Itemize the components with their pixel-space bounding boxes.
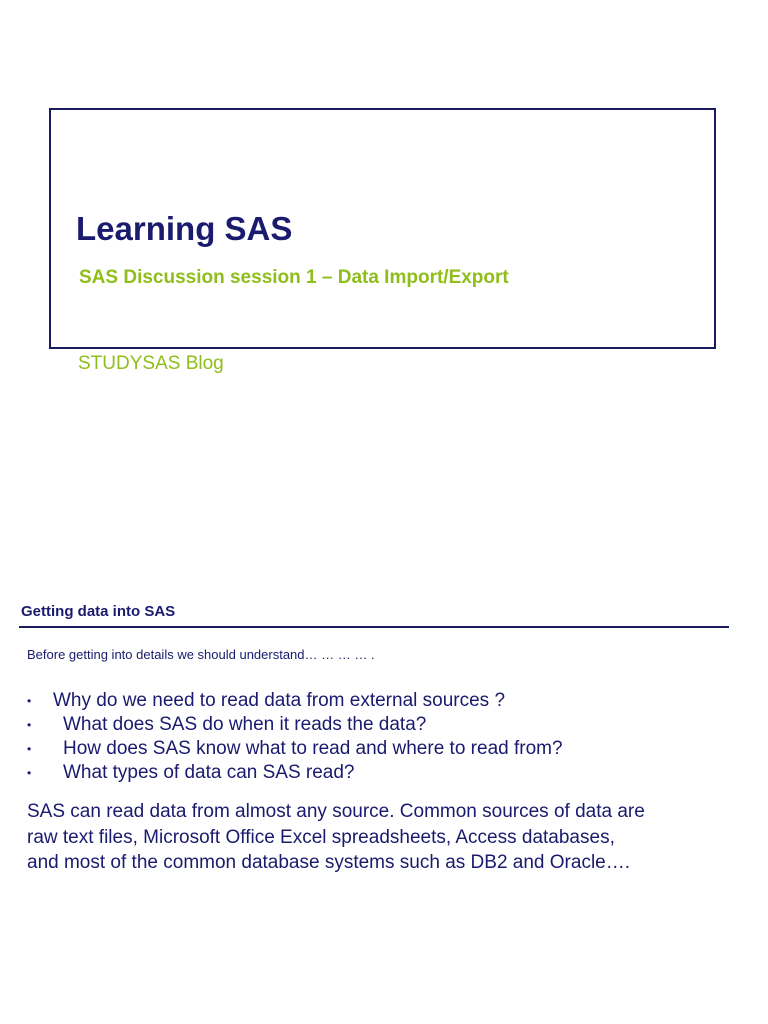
list-item	[27, 761, 563, 785]
list-item	[27, 713, 563, 737]
list-item-text: What does SAS do when it reads the data?	[63, 714, 427, 735]
bullet-icon: •	[27, 718, 32, 732]
list-item	[27, 689, 563, 713]
list-item-text: Why do we need to read data from external sources ?	[53, 690, 506, 711]
list-item-text: What types of data can SAS read?	[63, 762, 355, 783]
heading-divider	[19, 626, 729, 628]
paragraph-line: raw text files, Microsoft Office Excel spreadsheets, Access databases,	[27, 826, 615, 848]
list-item-text: How does SAS know what to read and where to read from?	[63, 738, 563, 759]
slide-subtitle: SAS Discussion session 1 – Data Import/Export	[79, 267, 509, 288]
list-item	[27, 737, 563, 761]
body-paragraph	[27, 799, 737, 876]
section-heading: Getting data into SAS	[21, 603, 176, 620]
slide-title: Learning SAS	[76, 210, 293, 247]
paragraph-line: and most of the common database systems such as DB2 and Oracle….	[27, 852, 631, 873]
bullet-icon: •	[27, 742, 32, 756]
question-list	[27, 689, 563, 785]
paragraph-line: SAS can read data from almost any source. Common sources of data are	[27, 801, 645, 822]
bullet-icon: •	[27, 694, 32, 708]
intro-text: Before getting into details we should understand… … … … .	[27, 647, 375, 662]
blog-name: STUDYSAS Blog	[78, 353, 224, 374]
bullet-icon: •	[27, 766, 32, 780]
